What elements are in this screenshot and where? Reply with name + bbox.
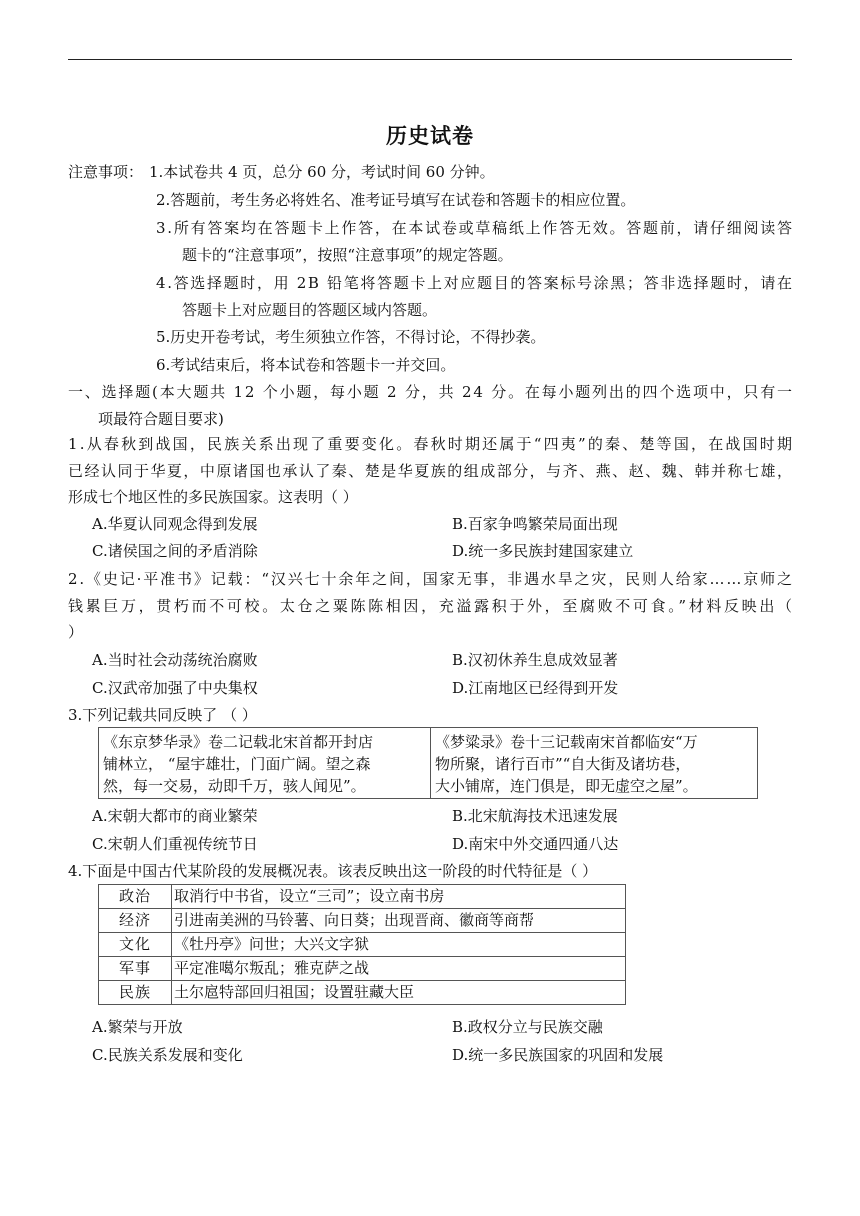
table-value: 土尔扈特部回归祖国；设置驻藏大臣 xyxy=(172,981,626,1005)
table-value: 引进南美洲的马铃薯、向日葵；出现晋商、徽商等商帮 xyxy=(172,909,626,933)
question-3-stem: 3.下列记载共同反映了 （ ） xyxy=(68,706,257,724)
notice-item: 题卡的“注意事项”，按照“注意事项”的规定答题。 xyxy=(182,246,513,264)
question-2-stem: 钱累巨万，贯朽而不可校。太仓之粟陈陈相因，充溢露积于外，至腐败不可食。”材料反映出（ xyxy=(68,597,795,615)
notice-item: 答题卡上对应题目的答题区域内答题。 xyxy=(182,301,438,319)
notice-label: 注意事项： xyxy=(68,163,144,181)
table-key: 政治 xyxy=(99,885,172,909)
question-3-option-d[interactable]: D.南宋中外交通四通八达 xyxy=(452,835,619,853)
notice-item: 5.历史开卷考试，考生须独立作答，不得讨论，不得抄袭。 xyxy=(156,328,546,346)
question-4-summary-table xyxy=(98,884,626,1005)
question-3-quote-table xyxy=(98,727,758,799)
quote-cell-right xyxy=(431,728,757,798)
table-key: 经济 xyxy=(99,909,172,933)
question-4-option-c[interactable]: C.民族关系发展和变化 xyxy=(92,1046,243,1064)
question-3-option-b[interactable]: B.北宋航海技术迅速发展 xyxy=(452,807,618,825)
quote-line: 《东京梦华录》卷二记载北宋首都开封店 xyxy=(103,733,374,751)
table-row xyxy=(99,909,626,933)
table-value: 平定准噶尔叛乱；雅克萨之战 xyxy=(172,957,626,981)
question-1-stem: 1.从春秋到战国，民族关系出现了重要变化。春秋时期还属于“四夷”的秦、楚等国，在战国时期 xyxy=(68,435,795,453)
table-value: 取消行中书省，设立“三司”；设立南书房 xyxy=(172,885,626,909)
table-key: 军事 xyxy=(99,957,172,981)
notice-item: 1.本试卷共 4 页，总分 60 分，考试时间 60 分钟。 xyxy=(149,163,495,181)
notice-item: 6.考试结束后，将本试卷和答题卡一并交回。 xyxy=(156,356,456,374)
quote-line: 物所聚，诸行百市”“自大街及诸坊巷， xyxy=(435,755,691,773)
question-4-option-d[interactable]: D.统一多民族国家的巩固和发展 xyxy=(452,1046,664,1064)
question-1-stem: 形成七个地区性的多民族国家。这表明（ ） xyxy=(68,488,358,506)
question-2-option-b[interactable]: B.汉初休养生息成效显著 xyxy=(452,651,618,669)
question-1-option-d[interactable]: D.统一多民族封建国家建立 xyxy=(452,542,634,560)
question-2-option-c[interactable]: C.汉武帝加强了中央集权 xyxy=(92,679,258,697)
question-2-option-a[interactable]: A.当时社会动荡统治腐败 xyxy=(92,651,258,669)
quote-line: 铺林立， “屋宇雄壮，门面广阔。望之森 xyxy=(103,755,371,773)
question-1-stem: 已经认同于华夏，中原诸国也承认了秦、楚是华夏族的组成部分，与齐、燕、赵、魏、韩并称七雄， xyxy=(68,462,794,480)
question-3-option-a[interactable]: A.宋朝大都市的商业繁荣 xyxy=(92,807,258,825)
question-3-option-c[interactable]: C.宋朝人们重视传统节日 xyxy=(92,835,258,853)
question-4-stem: 4.下面是中国古代某阶段的发展概况表。该表反映出这一阶段的时代特征是（ ） xyxy=(68,862,598,880)
section-heading-cont: 项最符合题目要求) xyxy=(98,410,224,428)
table-row xyxy=(99,957,626,981)
section-heading: 一、选择题(本大题共 12 个小题，每小题 2 分，共 24 分。在每小题列出的四个选项中，只有一 xyxy=(68,383,794,401)
notice-item: 3.所有答案均在答题卡上作答，在本试卷或草稿纸上作答无效。答题前，请仔细阅读答 xyxy=(156,219,794,237)
quote-line: 然，每一交易，动即千万，骇人闻见”。 xyxy=(103,777,366,795)
question-2-stem: ） xyxy=(68,623,84,641)
table-row xyxy=(99,933,626,957)
quote-line: 大小铺席，连门俱是，即无虚空之屋”。 xyxy=(435,777,698,795)
table-key: 文化 xyxy=(99,933,172,957)
quote-line: 《梦粱录》卷十三记载南宋首都临安“万 xyxy=(435,733,698,751)
header-rule xyxy=(68,59,792,60)
question-1-option-a[interactable]: A.华夏认同观念得到发展 xyxy=(92,515,258,533)
notice-item: 2.答题前，考生务必将姓名、准考证号填写在试卷和答题卡的相应位置。 xyxy=(156,191,636,209)
notice-item: 4.答选择题时，用 2B 铅笔将答题卡上对应题目的答案标号涂黑；答非选择题时，请在 xyxy=(156,274,794,292)
question-1-option-b[interactable]: B.百家争鸣繁荣局面出现 xyxy=(452,515,618,533)
question-4-option-a[interactable]: A.繁荣与开放 xyxy=(92,1018,183,1036)
table-value: 《牡丹亭》问世；大兴文字狱 xyxy=(172,933,626,957)
table-key: 民族 xyxy=(99,981,172,1005)
question-1-option-c[interactable]: C.诸侯国之间的矛盾消除 xyxy=(92,542,258,560)
quote-cell-left xyxy=(99,728,431,798)
table-row xyxy=(99,981,626,1005)
table-row xyxy=(99,885,626,909)
question-2-stem: 2.《史记·平准书》记载：“汉兴七十余年之间，国家无事，非遇水旱之灾，民则人给家……京师之 xyxy=(68,570,794,588)
page-title: 历史试卷 xyxy=(386,123,474,148)
question-4-option-b[interactable]: B.政权分立与民族交融 xyxy=(452,1018,603,1036)
question-2-option-d[interactable]: D.江南地区已经得到开发 xyxy=(452,679,619,697)
